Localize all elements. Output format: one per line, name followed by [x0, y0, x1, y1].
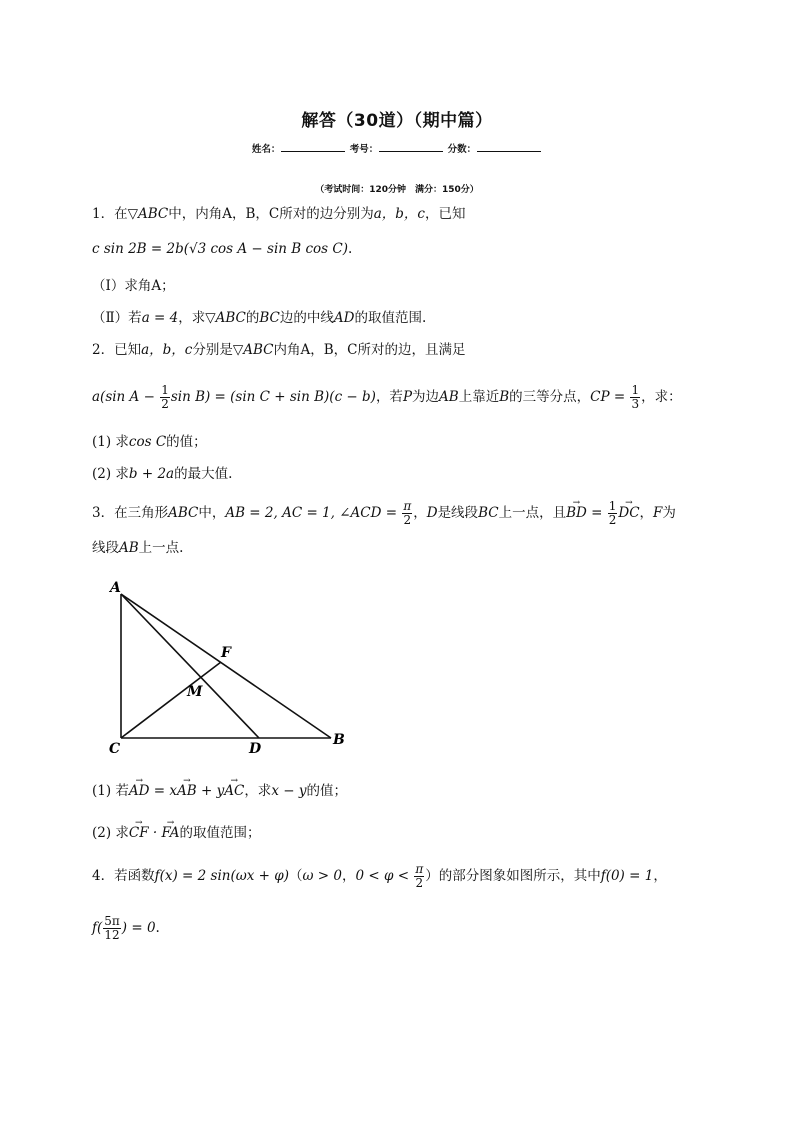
q1-part1: （Ⅰ）求角A； — [92, 278, 175, 294]
vector-cf: → CF — [129, 823, 149, 843]
fraction-pi-over-2-q4: $\frac{\pi}{2}$ — [415, 862, 424, 890]
q2-part1: (1) 求cos C的值； — [92, 434, 207, 450]
segment-cf — [121, 662, 221, 738]
time-info: （考试时间：120分钟 满分：150分） — [315, 185, 479, 195]
exam-no-blank[interactable] — [379, 141, 443, 152]
q2-line1: 2．已知a，b，c分别是▽ABC内角A，B，C所对的边，且满足 — [92, 342, 466, 358]
q1-line1: 1．在▽ABC中，内角A，B，C所对的边分别为a，b，c，已知 — [92, 206, 466, 222]
label-f: F — [221, 645, 231, 661]
fraction-one-half-q3: $\frac{1}{2}$ — [608, 499, 617, 527]
vector-ab: → AB — [177, 781, 197, 801]
exam-no-label: 考号： — [349, 144, 379, 155]
q1-part2: （Ⅱ）若a = 4，求▽ABC的BC边的中线AD的取值范围. — [92, 310, 427, 326]
triangle-figure — [105, 572, 365, 762]
name-blank[interactable] — [281, 141, 345, 152]
q1-formula: c sin 2B = 2b(√3 cos A − sin B cos C). — [92, 241, 353, 257]
vector-dc: → DC — [618, 503, 639, 523]
page-title: 解答（30道）（期中篇） — [301, 111, 493, 131]
label-c: C — [109, 741, 121, 757]
q3-line2: 线段AB上一点. — [92, 540, 184, 556]
fraction-one-third: $\frac{1}{3}$ — [631, 383, 640, 411]
student-info-row — [0, 141, 794, 155]
segment-ab — [121, 594, 331, 738]
fraction-one-half: $\frac{1}{2}$ — [161, 383, 169, 411]
fraction-5pi-over-12: $\frac{5\pi}{12}$ — [104, 914, 120, 942]
q4-line1: 4．若函数f(x) = 2 sin(ωx + φ)（ω > 0，0 < φ < $\frac{\pi}{2}$ ）的部分图象如图所示，其中f(0) = 1， — [92, 862, 667, 890]
vector-fa: → FA — [162, 823, 180, 843]
vector-bd: → BD — [566, 503, 587, 523]
segment-ad — [121, 594, 259, 738]
name-label: 姓名： — [251, 144, 281, 155]
fraction-pi-over-2: $\frac{\pi}{2}$ — [403, 499, 412, 527]
label-d: D — [249, 741, 262, 757]
label-b: B — [333, 732, 345, 748]
vector-ad: → AD — [129, 781, 150, 801]
q3-part2: (2) 求→ CF · → FA的取值范围； — [92, 823, 260, 843]
score-label: 分数： — [447, 144, 477, 155]
q2-part2: (2) 求b + 2a的最大值. — [92, 466, 233, 482]
vector-ac: → AC — [224, 781, 244, 801]
q4-line2: f( $\frac{5\pi}{12}$ ) = 0. — [92, 914, 160, 942]
q3-part1: (1) 若→ AD = x→ AB + y→ AC，求x − y的值； — [92, 781, 347, 801]
score-blank[interactable] — [477, 141, 541, 152]
q2-formula: a(sin A − $\frac{1}{2}$ sin B) = (sin C + sin B)(c − b)，若P为边AB上靠近B的三等分点，CP = $\frac{1}{3}$ ，求： — [92, 383, 682, 411]
label-a: A — [110, 580, 121, 596]
q3-line1: 3．在三角形ABC中，AB = 2, AC = 1, ∠ACD = $\frac{\pi}{2}$ ，D是线段BC上一点，且→ BD = $\frac{1}{2}$ → DC，F为 — [92, 500, 676, 527]
label-m: M — [187, 684, 203, 700]
